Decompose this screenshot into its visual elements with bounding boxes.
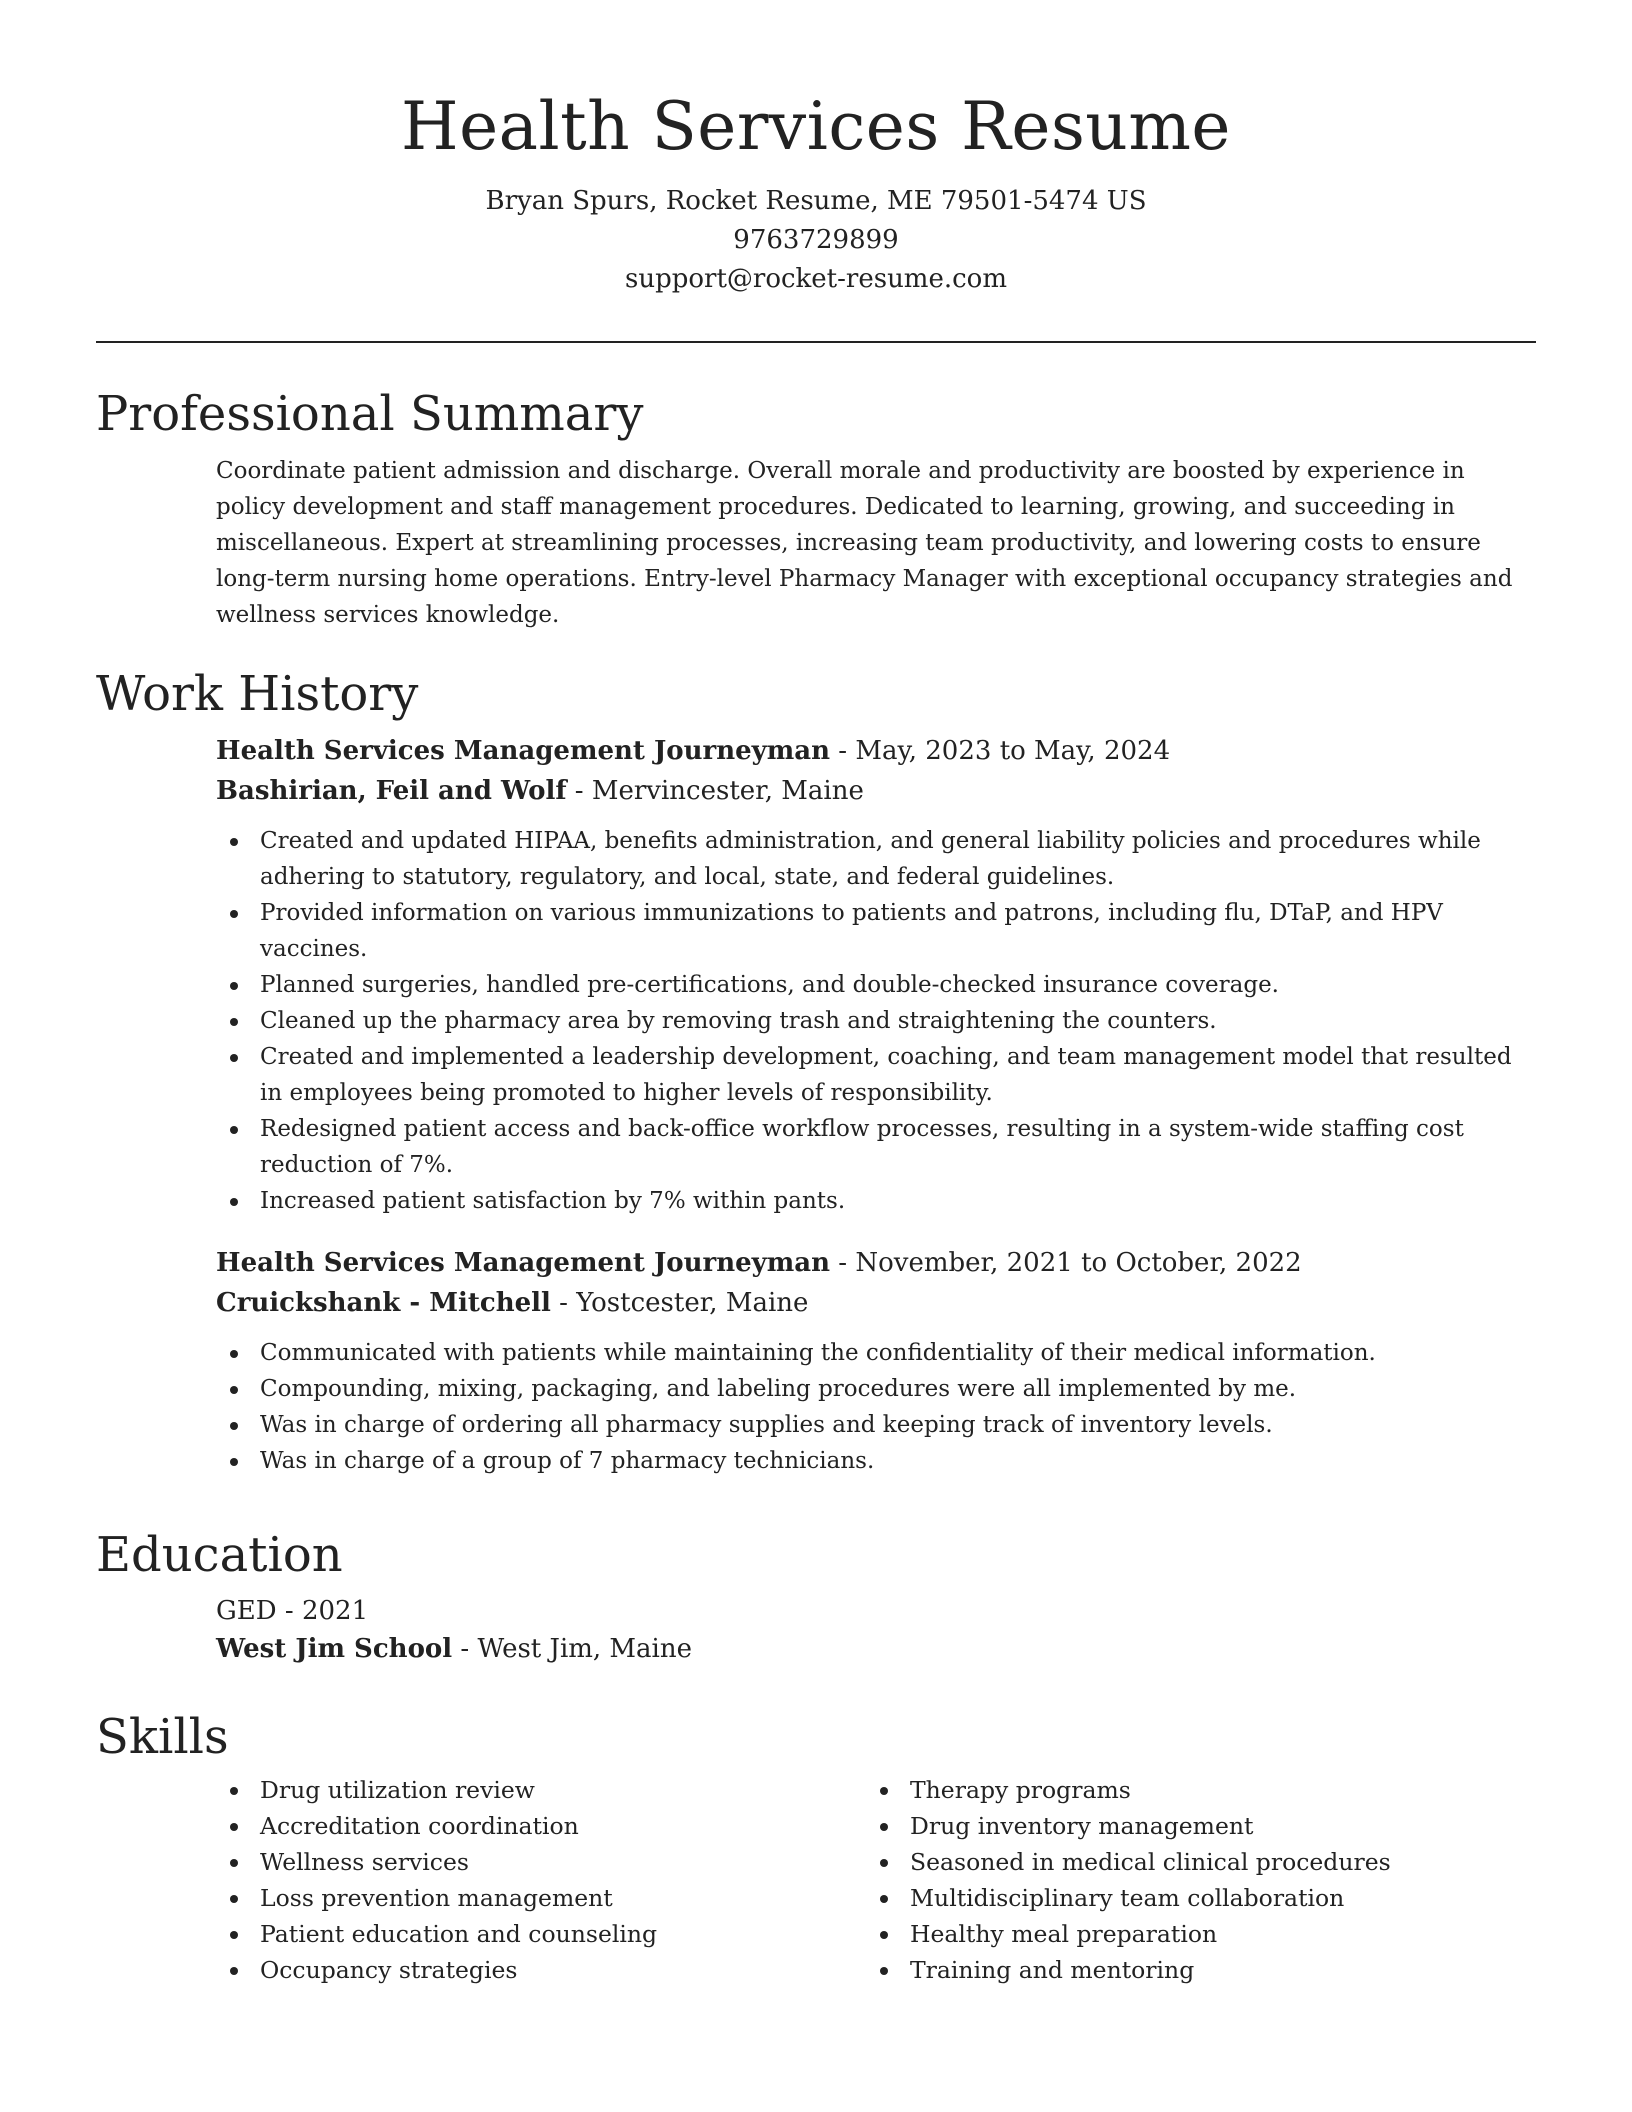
bullet-icon [230,1895,238,1903]
list-item [216,1443,1532,1479]
separator: - [830,736,856,766]
bullet-icon [880,1859,888,1867]
bullet-icon [230,1787,238,1795]
list-item [216,1003,1532,1039]
skill-text: Loss prevention management [260,1884,613,1912]
job-employer-line [216,1283,1532,1323]
list-item-text: Created and updated HIPAA, benefits administration, and general liability policies and procedures while adhering to statutory, regulatory, and local, state, and federal guidelines. [260,828,1481,890]
bullet-icon [230,1350,238,1358]
contact-phone: 9763729899 [733,225,899,255]
bullet-icon [880,1967,888,1975]
page-title: Health Services Resume [401,88,1231,165]
bullet-icon [880,1787,888,1795]
section-heading: Work History [96,666,419,722]
bullet-icon [230,1386,238,1394]
list-item [866,1808,1516,1844]
section-education [96,1524,1536,1668]
bullet-icon [230,838,238,846]
list-item-text: Was in charge of a group of 7 pharmacy technicians. [260,1448,875,1474]
list-item-text: Provided information on various immunizations to patients and patrons, including flu, DTaP, and HPV vaccines. [260,900,1443,962]
list-item [216,1880,866,1916]
bullet-icon [230,1967,238,1975]
job-entry [216,731,1532,1219]
separator: - [550,1288,577,1318]
list-item [866,1772,1516,1808]
job-employer: Cruickshank - Mitchell [216,1288,551,1318]
skill-text: Therapy programs [910,1776,1131,1804]
bullet-icon [230,1198,238,1206]
header-divider [96,341,1536,343]
list-item [216,1844,866,1880]
contact-info [96,182,1536,299]
section-work-history [96,663,1536,1479]
skills-columns [216,1772,1532,1988]
education-location: West Jim, Maine [477,1634,693,1664]
bullet-icon [880,1931,888,1939]
bullet-icon [230,982,238,990]
list-item [216,1407,1532,1443]
list-item [866,1916,1516,1952]
education-school-line [216,1630,1532,1668]
job-employer-line [216,771,1532,811]
skills-column-right [866,1772,1516,1988]
education-school: West Jim School [216,1634,453,1664]
separator: - [830,1248,856,1278]
job-employer: Bashirian, Feil and Wolf [216,776,567,806]
separator: - [452,1634,478,1664]
bullet-icon [230,1823,238,1831]
job-entry [216,1243,1532,1479]
skill-text: Drug utilization review [260,1776,535,1804]
resume-header [96,82,1536,299]
bullet-icon [230,1054,238,1062]
contact-address: Bryan Spurs, Rocket Resume, ME 79501-5474 US [485,186,1147,216]
list-item-text: Created and implemented a leadership development, coaching, and team management model that resulted in employees being promoted to higher levels of responsibility. [260,1044,1512,1106]
skill-text: Patient education and counseling [260,1920,658,1948]
list-item [216,895,1532,967]
job-bullets [216,823,1532,1219]
separator: - [276,1596,302,1626]
skill-text: Occupancy strategies [260,1956,518,1984]
list-item-text: Communicated with patients while maintaining the confidentiality of their medical information. [260,1340,1376,1366]
skill-text: Drug inventory management [910,1812,1254,1840]
education-year: 2021 [301,1596,369,1626]
list-item [216,1916,866,1952]
skill-text: Multidisciplinary team collaboration [910,1884,1345,1912]
job-dates: November, 2021 to October, 2022 [855,1248,1302,1278]
list-item [866,1952,1516,1988]
section-heading: Skills [96,1709,229,1765]
job-location: Yostcester, Maine [576,1288,809,1318]
bullet-icon [230,910,238,918]
list-item [216,1335,1532,1371]
bullet-icon [230,1018,238,1026]
skills-list [866,1772,1516,1988]
list-item [216,1808,866,1844]
section-professional-summary [96,383,1536,633]
list-item [216,1371,1532,1407]
skill-text: Training and mentoring [910,1956,1195,1984]
skills-list [216,1772,866,1988]
bullet-icon [880,1895,888,1903]
list-item-text: Redesigned patient access and back-office workflow processes, resulting in a system-wide staffing cost reduction of 7%. [260,1116,1464,1178]
section-heading: Professional Summary [96,386,644,442]
skill-text: Seasoned in medical clinical procedures [910,1848,1391,1876]
list-item [866,1880,1516,1916]
skill-text: Accreditation coordination [260,1812,579,1840]
education-degree: GED [216,1596,277,1626]
list-item [216,1039,1532,1111]
contact-email: support@rocket-resume.com [624,264,1007,294]
bullet-icon [230,1931,238,1939]
skills-column-left [216,1772,866,1988]
job-title: Health Services Management Journeyman [216,736,831,766]
job-dates: May, 2023 to May, 2024 [855,736,1171,766]
job-header [216,1243,1532,1283]
education-degree-line [216,1592,1532,1630]
job-bullets [216,1335,1532,1479]
section-skills [96,1706,1536,1988]
bullet-icon [880,1823,888,1831]
list-item-text: Compounding, mixing, packaging, and labeling procedures were all implemented by me. [260,1376,1297,1402]
list-item [866,1844,1516,1880]
job-location: Mervincester, Maine [591,776,864,806]
education-entry [216,1592,1532,1668]
skill-text: Wellness services [260,1848,469,1876]
list-item-text: Planned surgeries, handled pre-certifications, and double-checked insurance coverage. [260,972,1279,998]
separator: - [566,776,592,806]
list-item [216,1183,1532,1219]
list-item [216,1111,1532,1183]
list-item-text: Was in charge of ordering all pharmacy supplies and keeping track of inventory levels. [260,1412,1273,1438]
list-item [216,1772,866,1808]
bullet-icon [230,1859,238,1867]
summary-text: Coordinate patient admission and discharge. Overall morale and productivity are boosted by experience in policy development and staff management procedures. Dedicated to learning, growing, and succeeding in miscellaneous. Expert at streamlining processes, increasing team productivity, and lowering costs to ensure long-term nursing home operations. Entry-level Pharmacy Manager with exceptional occupancy strategies and wellness services knowledge. [216,458,1513,628]
job-title: Health Services Management Journeyman [216,1248,831,1278]
bullet-icon [230,1126,238,1134]
list-item [216,823,1532,895]
list-item [216,967,1532,1003]
section-heading: Education [96,1527,343,1583]
list-item [216,1952,866,1988]
list-item-text: Increased patient satisfaction by 7% within pants. [260,1188,846,1214]
skill-text: Healthy meal preparation [910,1920,1218,1948]
bullet-icon [230,1422,238,1430]
job-header [216,731,1532,771]
list-item-text: Cleaned up the pharmacy area by removing trash and straightening the counters. [260,1008,1217,1034]
bullet-icon [230,1458,238,1466]
